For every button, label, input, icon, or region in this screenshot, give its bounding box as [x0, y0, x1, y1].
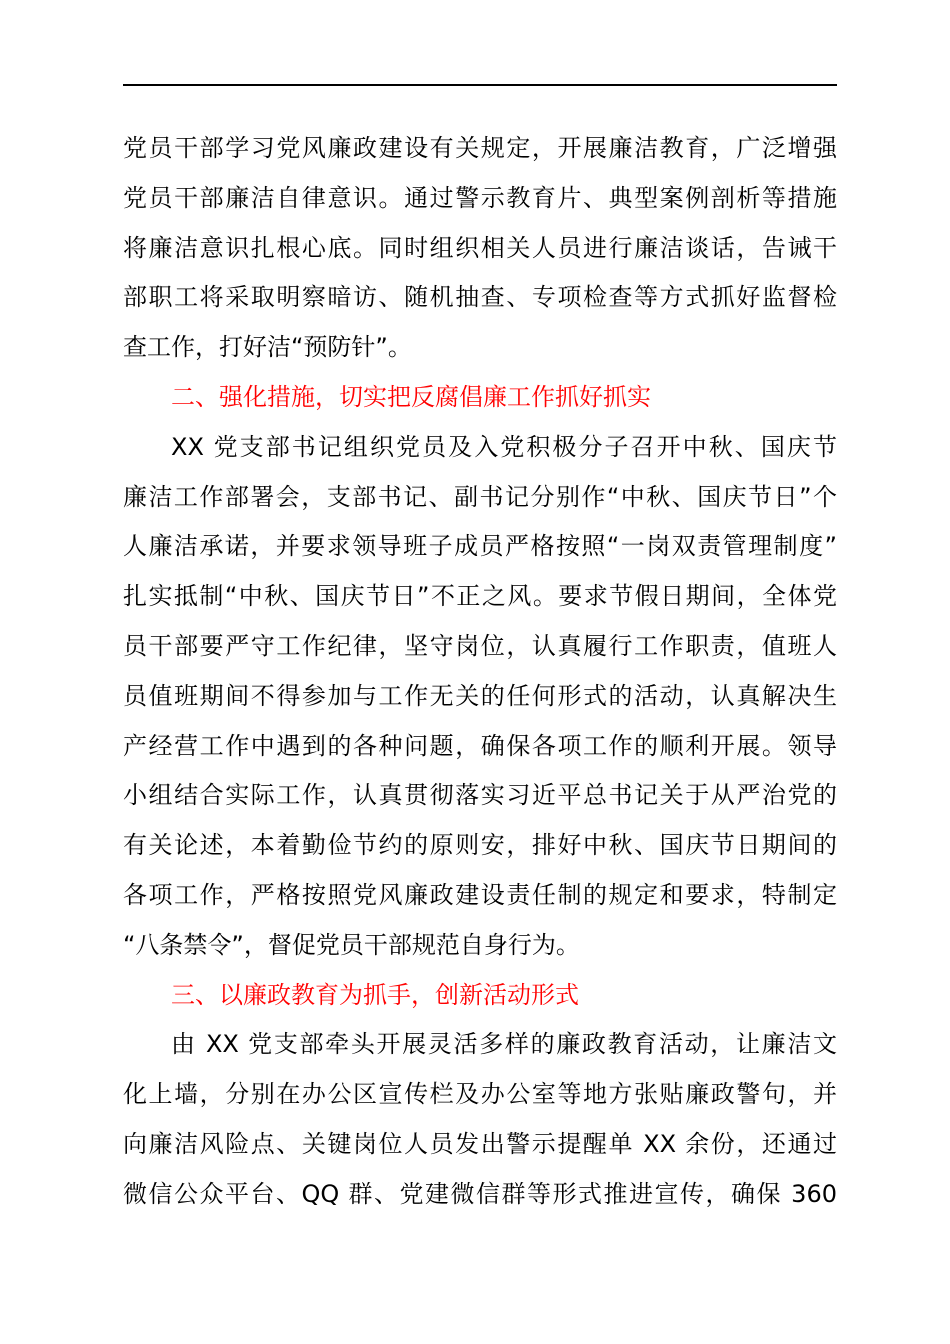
paragraph-line: 员值班期间不得参加与工作无关的任何形式的活动，认真解决生 — [123, 681, 837, 710]
document-body — [123, 124, 837, 1220]
paragraph-line: 有关论述，本着勤俭节约的原则安，排好中秋、国庆节日期间的 — [123, 831, 837, 860]
paragraph-line: 扎实抵制“中秋、国庆节日”不正之风。要求节假日期间，全体党 — [123, 582, 837, 611]
paragraph-line: 部职工将采取明察暗访、随机抽查、专项检查等方式抓好监督检 — [123, 283, 837, 312]
paragraph-3 — [123, 1020, 837, 1219]
paragraph-line: 人廉洁承诺，并要求领导班子成员严格按照“一岗双责管理制度” — [123, 532, 837, 561]
paragraph-line: 党员干部廉洁自律意识。通过警示教育片、典型案例剖析等措施 — [123, 183, 837, 212]
paragraph-line: 查工作，打好洁“预防针”。 — [123, 333, 412, 362]
section-heading-3: 三、以廉政教育为抓手，创新活动形式 — [171, 980, 579, 1009]
paragraph-line: 向廉洁风险点、关键岗位人员发出警示提醒单 XX 余份，还通过 — [123, 1129, 837, 1158]
paragraph-line: 微信公众平台、QQ 群、党建微信群等形式推进宣传，确保 360 — [123, 1179, 837, 1208]
paragraph-2 — [123, 423, 837, 971]
paragraph-line: 小组结合实际工作，认真贯彻落实习近平总书记关于从严治党的 — [123, 781, 837, 810]
paragraph-1 — [123, 124, 837, 373]
paragraph-line: 产经营工作中遇到的各种问题，确保各项工作的顺利开展。领导 — [123, 731, 837, 760]
paragraph-line: 由 XX 党支部牵头开展灵活多样的廉政教育活动，让廉洁文 — [171, 1030, 837, 1059]
paragraph-line: “八条禁令”，督促党员干部规范自身行为。 — [123, 930, 580, 959]
paragraph-line: 化上墙，分别在办公区宣传栏及办公室等地方张贴廉政警句，并 — [123, 1080, 837, 1109]
paragraph-line: 将廉洁意识扎根心底。同时组织相关人员进行廉洁谈话，告诫干 — [123, 233, 837, 262]
paragraph-line: XX 党支部书记组织党员及入党积极分子召开中秋、国庆节 — [171, 432, 837, 461]
paragraph-line: 廉洁工作部署会，支部书记、副书记分别作“中秋、国庆节日”个 — [123, 482, 837, 511]
paragraph-line: 各项工作，严格按照党风廉政建设责任制的规定和要求，特制定 — [123, 880, 837, 909]
paragraph-line: 党员干部学习党风廉政建设有关规定，开展廉洁教育，广泛增强 — [123, 134, 837, 162]
section-heading-2: 二、强化措施，切实把反腐倡廉工作抓好抓实 — [171, 382, 651, 411]
header-rule — [123, 84, 837, 86]
paragraph-line: 员干部要严守工作纪律，坚守岗位，认真履行工作职责，值班人 — [123, 631, 837, 660]
